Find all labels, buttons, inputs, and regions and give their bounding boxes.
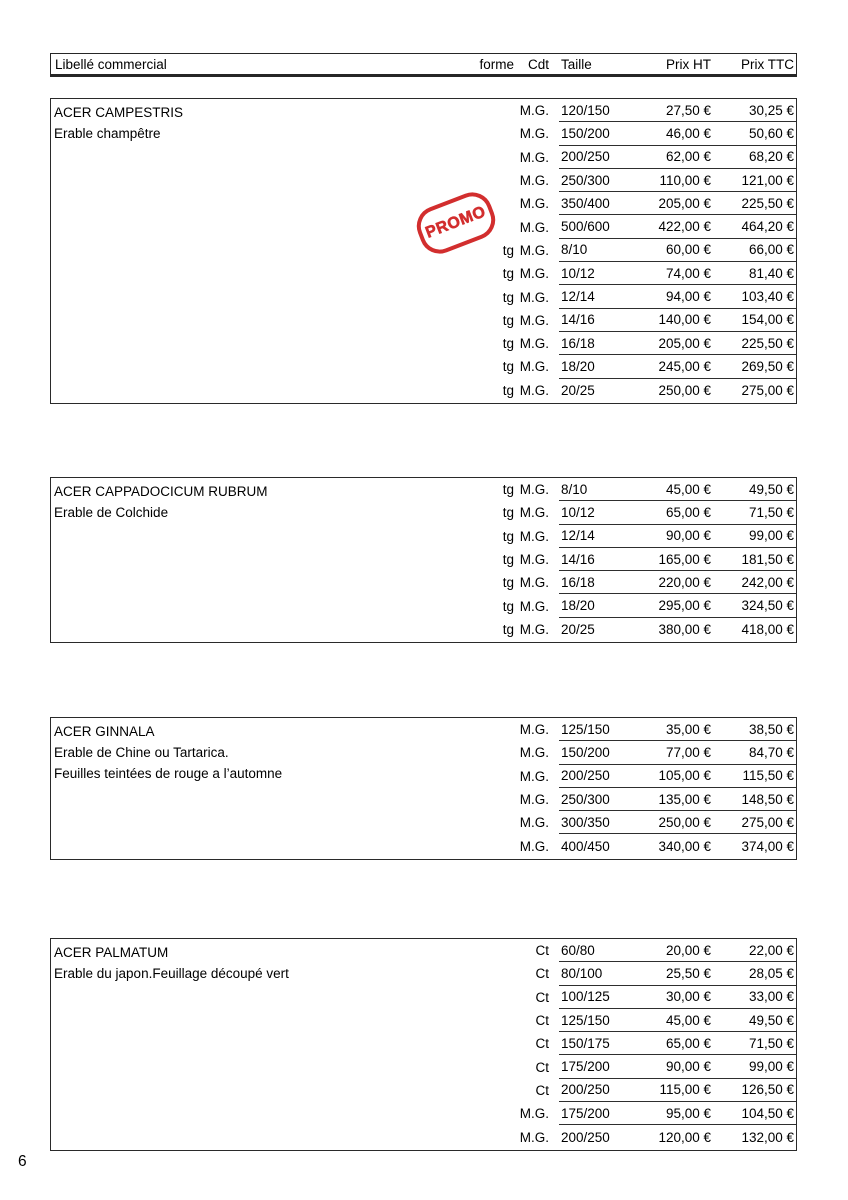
price-row bbox=[51, 962, 796, 985]
cdt-cell: M.G. bbox=[519, 196, 549, 212]
cdt-cell: Ct bbox=[535, 943, 549, 959]
prix-ht-cell: 422,00 € bbox=[658, 219, 711, 235]
prix-ht-cell: 380,00 € bbox=[658, 621, 711, 637]
taille-cell: 200/250 bbox=[561, 1129, 610, 1145]
row-detail bbox=[559, 332, 796, 355]
taille-cell: 100/125 bbox=[561, 989, 610, 1005]
product-name: ACER CAPPADOCICUM RUBRUM bbox=[54, 484, 268, 499]
prix-ttc-cell: 71,50 € bbox=[748, 504, 794, 520]
forme-cell: tg bbox=[502, 382, 514, 398]
prix-ttc-cell: 181,50 € bbox=[741, 551, 794, 567]
cdt-cell: M.G. bbox=[519, 722, 549, 738]
row-detail bbox=[559, 618, 796, 641]
description-line: Erable de Colchide bbox=[54, 505, 169, 520]
prix-ttc-cell: 30,25 € bbox=[748, 102, 794, 118]
cdt-cell: Ct bbox=[535, 966, 549, 982]
price-row bbox=[51, 285, 796, 308]
cdt-cell: M.G. bbox=[519, 505, 549, 521]
taille-cell: 250/300 bbox=[561, 791, 610, 807]
prix-ht-cell: 62,00 € bbox=[665, 149, 711, 165]
taille-cell: 200/250 bbox=[561, 1082, 610, 1098]
prix-ttc-cell: 418,00 € bbox=[741, 621, 794, 637]
cdt-cell: M.G. bbox=[519, 815, 549, 831]
taille-cell: 175/200 bbox=[561, 1059, 610, 1075]
cdt-cell: M.G. bbox=[519, 242, 549, 258]
cdt-cell: M.G. bbox=[519, 575, 549, 591]
row-detail bbox=[559, 262, 796, 285]
taille-cell: 80/100 bbox=[561, 965, 603, 981]
price-row bbox=[51, 1032, 796, 1055]
row-detail bbox=[559, 986, 796, 1009]
product-section bbox=[50, 477, 797, 643]
row-detail bbox=[559, 571, 796, 594]
promo-stamp-label: PROMO bbox=[423, 203, 489, 242]
price-rows bbox=[51, 478, 796, 641]
cdt-cell: Ct bbox=[535, 1059, 549, 1075]
taille-cell: 500/600 bbox=[561, 219, 610, 235]
prix-ttc-cell: 126,50 € bbox=[741, 1082, 794, 1098]
cdt-cell: M.G. bbox=[519, 103, 549, 119]
header-taille: Taille bbox=[561, 56, 592, 72]
price-row bbox=[51, 718, 796, 741]
cdt-cell: Ct bbox=[535, 1013, 549, 1029]
prix-ht-cell: 25,50 € bbox=[665, 965, 711, 981]
taille-cell: 150/200 bbox=[561, 125, 610, 141]
prix-ht-cell: 45,00 € bbox=[665, 481, 711, 497]
cdt-cell: M.G. bbox=[519, 266, 549, 282]
prix-ttc-cell: 99,00 € bbox=[748, 1059, 794, 1075]
row-detail bbox=[559, 285, 796, 308]
row-detail bbox=[559, 765, 796, 788]
row-detail bbox=[559, 239, 796, 262]
taille-cell: 350/400 bbox=[561, 195, 610, 211]
cdt-cell: M.G. bbox=[519, 482, 549, 498]
prix-ht-cell: 35,00 € bbox=[665, 721, 711, 737]
row-detail bbox=[559, 309, 796, 332]
prix-ttc-cell: 38,50 € bbox=[748, 721, 794, 737]
product-name: ACER CAMPESTRIS bbox=[54, 105, 184, 120]
taille-cell: 14/16 bbox=[561, 312, 595, 328]
prix-ht-cell: 95,00 € bbox=[665, 1105, 711, 1121]
prix-ttc-cell: 154,00 € bbox=[741, 312, 794, 328]
forme-cell: tg bbox=[502, 336, 514, 352]
row-detail bbox=[559, 939, 796, 962]
prix-ht-cell: 340,00 € bbox=[658, 838, 711, 854]
prix-ttc-cell: 269,50 € bbox=[741, 358, 794, 374]
taille-cell: 8/10 bbox=[561, 242, 588, 258]
cdt-cell: M.G. bbox=[519, 838, 549, 854]
price-row bbox=[51, 618, 796, 641]
taille-cell: 14/16 bbox=[561, 551, 595, 567]
taille-cell: 18/20 bbox=[561, 358, 595, 374]
prix-ttc-cell: 104,50 € bbox=[741, 1105, 794, 1121]
price-row bbox=[51, 379, 796, 402]
header-cdt: Cdt bbox=[527, 56, 549, 72]
taille-cell: 12/14 bbox=[561, 289, 595, 305]
prix-ht-cell: 110,00 € bbox=[659, 172, 711, 188]
cdt-cell: M.G. bbox=[519, 621, 549, 637]
prix-ttc-cell: 103,40 € bbox=[741, 289, 794, 305]
prix-ttc-cell: 324,50 € bbox=[741, 598, 794, 614]
prix-ttc-cell: 132,00 € bbox=[741, 1129, 794, 1145]
cdt-cell: M.G. bbox=[519, 289, 549, 305]
prix-ht-cell: 65,00 € bbox=[665, 504, 711, 520]
prix-ttc-cell: 84,70 € bbox=[748, 744, 794, 760]
price-row bbox=[51, 1125, 796, 1148]
row-detail bbox=[559, 122, 796, 145]
row-detail bbox=[559, 501, 796, 524]
prix-ttc-cell: 66,00 € bbox=[748, 242, 794, 258]
prix-ht-cell: 77,00 € bbox=[665, 744, 711, 760]
row-detail bbox=[559, 962, 796, 985]
prix-ttc-cell: 68,20 € bbox=[748, 149, 794, 165]
taille-cell: 150/175 bbox=[561, 1035, 610, 1051]
cdt-cell: Ct bbox=[535, 1082, 549, 1098]
description-line: Erable du japon.Feuillage découpé vert bbox=[54, 966, 289, 981]
row-detail bbox=[559, 811, 796, 834]
prix-ttc-cell: 81,40 € bbox=[748, 265, 794, 281]
cdt-cell: M.G. bbox=[519, 792, 549, 808]
prix-ttc-cell: 50,60 € bbox=[748, 125, 794, 141]
price-row bbox=[51, 765, 796, 788]
cdt-cell: M.G. bbox=[519, 745, 549, 761]
price-row bbox=[51, 309, 796, 332]
price-rows bbox=[51, 939, 796, 1149]
cdt-cell: Ct bbox=[535, 1036, 549, 1052]
taille-cell: 10/12 bbox=[561, 504, 595, 520]
price-row bbox=[51, 99, 796, 122]
row-detail bbox=[559, 718, 796, 741]
description-line: Feuilles teintées de rouge a l’automne bbox=[54, 766, 283, 781]
row-detail bbox=[559, 355, 796, 378]
price-row bbox=[51, 1102, 796, 1125]
product-section bbox=[50, 98, 797, 404]
prix-ht-cell: 220,00 € bbox=[658, 574, 711, 590]
forme-cell: tg bbox=[502, 359, 514, 375]
taille-cell: 120/150 bbox=[561, 102, 610, 118]
row-detail bbox=[559, 525, 796, 548]
cdt-cell: M.G. bbox=[519, 528, 549, 544]
prix-ttc-cell: 225,50 € bbox=[741, 335, 794, 351]
price-row bbox=[51, 332, 796, 355]
prix-ttc-cell: 49,50 € bbox=[748, 1012, 794, 1028]
header-forme: forme bbox=[479, 56, 514, 72]
prix-ttc-cell: 71,50 € bbox=[748, 1035, 794, 1051]
row-detail bbox=[559, 1032, 796, 1055]
row-detail bbox=[559, 478, 796, 501]
price-row bbox=[51, 478, 796, 501]
cdt-cell: M.G. bbox=[519, 126, 549, 142]
forme-cell: tg bbox=[502, 312, 514, 328]
forme-cell: tg bbox=[502, 528, 514, 544]
prix-ttc-cell: 225,50 € bbox=[741, 195, 794, 211]
prix-ht-cell: 45,00 € bbox=[665, 1012, 711, 1028]
price-row bbox=[51, 501, 796, 524]
row-detail bbox=[559, 834, 796, 857]
forme-cell: tg bbox=[502, 505, 514, 521]
prix-ht-cell: 30,00 € bbox=[665, 989, 711, 1005]
taille-cell: 10/12 bbox=[561, 265, 595, 281]
taille-cell: 12/14 bbox=[561, 528, 595, 544]
price-row bbox=[51, 1055, 796, 1078]
cdt-cell: M.G. bbox=[519, 173, 549, 189]
taille-cell: 20/25 bbox=[561, 621, 595, 637]
cdt-cell: Ct bbox=[535, 989, 549, 1005]
taille-cell: 125/150 bbox=[561, 1012, 610, 1028]
taille-cell: 400/450 bbox=[561, 838, 610, 854]
forme-cell: tg bbox=[502, 552, 514, 568]
forme-cell: tg bbox=[502, 482, 514, 498]
row-detail bbox=[559, 594, 796, 617]
row-detail bbox=[559, 1009, 796, 1032]
price-row bbox=[51, 122, 796, 145]
row-detail bbox=[559, 1079, 796, 1102]
row-detail bbox=[559, 548, 796, 571]
row-detail bbox=[559, 788, 796, 811]
product-name: ACER GINNALA bbox=[54, 724, 155, 739]
taille-cell: 200/250 bbox=[561, 149, 610, 165]
row-detail bbox=[559, 741, 796, 764]
prix-ht-cell: 46,00 € bbox=[665, 125, 711, 141]
cdt-cell: M.G. bbox=[519, 1129, 549, 1145]
header-right-columns bbox=[559, 54, 796, 74]
taille-cell: 200/250 bbox=[561, 768, 610, 784]
header-libelle: Libellé commercial bbox=[55, 56, 167, 72]
taille-cell: 175/200 bbox=[561, 1105, 610, 1121]
row-detail bbox=[559, 1055, 796, 1078]
price-row bbox=[51, 811, 796, 834]
prix-ht-cell: 74,00 € bbox=[665, 265, 711, 281]
header-prix-ht: Prix HT bbox=[666, 56, 711, 72]
forme-cell: tg bbox=[502, 621, 514, 637]
prix-ttc-cell: 99,00 € bbox=[748, 528, 794, 544]
prix-ht-cell: 245,00 € bbox=[658, 358, 711, 374]
prix-ht-cell: 140,00 € bbox=[658, 312, 711, 328]
price-row bbox=[51, 1009, 796, 1032]
taille-cell: 8/10 bbox=[561, 481, 588, 497]
cdt-cell: M.G. bbox=[519, 552, 549, 568]
prix-ht-cell: 295,00 € bbox=[658, 598, 711, 614]
price-row bbox=[51, 262, 796, 285]
taille-cell: 16/18 bbox=[561, 335, 595, 351]
prix-ht-cell: 120,00 € bbox=[658, 1129, 711, 1145]
taille-cell: 60/80 bbox=[561, 942, 595, 958]
prix-ht-cell: 165,00 € bbox=[658, 551, 711, 567]
price-row bbox=[51, 548, 796, 571]
prix-ht-cell: 250,00 € bbox=[658, 814, 711, 830]
row-detail bbox=[559, 146, 796, 169]
price-rows bbox=[51, 718, 796, 858]
row-detail bbox=[559, 192, 796, 215]
prix-ht-cell: 205,00 € bbox=[658, 195, 711, 211]
cdt-cell: M.G. bbox=[519, 768, 549, 784]
price-row bbox=[51, 571, 796, 594]
forme-cell: tg bbox=[502, 242, 514, 258]
prix-ttc-cell: 374,00 € bbox=[741, 838, 794, 854]
prix-ttc-cell: 275,00 € bbox=[741, 382, 794, 398]
prix-ht-cell: 250,00 € bbox=[658, 382, 711, 398]
price-row bbox=[51, 355, 796, 378]
price-row bbox=[51, 834, 796, 857]
description-line: Erable champêtre bbox=[54, 126, 161, 141]
price-row bbox=[51, 939, 796, 962]
cdt-cell: M.G. bbox=[519, 149, 549, 165]
prix-ht-cell: 27,50 € bbox=[665, 102, 711, 118]
header-prix-ttc: Prix TTC bbox=[741, 56, 794, 72]
prix-ht-cell: 60,00 € bbox=[665, 242, 711, 258]
price-row bbox=[51, 146, 796, 169]
prix-ttc-cell: 28,05 € bbox=[748, 965, 794, 981]
page-number: 6 bbox=[18, 1153, 27, 1170]
prix-ttc-cell: 121,00 € bbox=[741, 172, 794, 188]
row-detail bbox=[559, 99, 796, 122]
taille-cell: 125/150 bbox=[561, 721, 610, 737]
prix-ttc-cell: 33,00 € bbox=[748, 989, 794, 1005]
taille-cell: 16/18 bbox=[561, 574, 595, 590]
row-detail bbox=[559, 215, 796, 238]
prix-ht-cell: 94,00 € bbox=[665, 289, 711, 305]
taille-cell: 18/20 bbox=[561, 598, 595, 614]
prix-ttc-cell: 22,00 € bbox=[748, 942, 794, 958]
cdt-cell: M.G. bbox=[519, 219, 549, 235]
price-row bbox=[51, 986, 796, 1009]
prix-ht-cell: 90,00 € bbox=[665, 528, 711, 544]
prix-ttc-cell: 275,00 € bbox=[741, 814, 794, 830]
product-section bbox=[50, 717, 797, 860]
prix-ht-cell: 105,00 € bbox=[658, 768, 711, 784]
cdt-cell: M.G. bbox=[519, 598, 549, 614]
price-row bbox=[51, 169, 796, 192]
prix-ttc-cell: 464,20 € bbox=[741, 219, 794, 235]
price-row bbox=[51, 741, 796, 764]
taille-cell: 300/350 bbox=[561, 814, 610, 830]
price-row bbox=[51, 525, 796, 548]
description-line: Erable de Chine ou Tartarica. bbox=[54, 745, 229, 760]
prix-ht-cell: 205,00 € bbox=[658, 335, 711, 351]
prix-ht-cell: 65,00 € bbox=[665, 1035, 711, 1051]
row-detail bbox=[559, 1102, 796, 1125]
forme-cell: tg bbox=[502, 598, 514, 614]
forme-cell: tg bbox=[502, 289, 514, 305]
cdt-cell: M.G. bbox=[519, 312, 549, 328]
product-section bbox=[50, 938, 797, 1151]
table-header bbox=[50, 53, 797, 77]
row-detail bbox=[559, 1125, 796, 1148]
cdt-cell: M.G. bbox=[519, 382, 549, 398]
row-detail bbox=[559, 379, 796, 402]
taille-cell: 150/200 bbox=[561, 744, 610, 760]
price-rows bbox=[51, 99, 796, 402]
row-detail bbox=[559, 169, 796, 192]
prix-ttc-cell: 115,50 € bbox=[742, 768, 794, 784]
prix-ttc-cell: 148,50 € bbox=[741, 791, 794, 807]
product-name: ACER PALMATUM bbox=[54, 945, 169, 960]
prix-ht-cell: 135,00 € bbox=[658, 791, 711, 807]
forme-cell: tg bbox=[502, 575, 514, 591]
price-row bbox=[51, 594, 796, 617]
prix-ttc-cell: 242,00 € bbox=[741, 574, 794, 590]
prix-ht-cell: 20,00 € bbox=[665, 942, 711, 958]
taille-cell: 20/25 bbox=[561, 382, 595, 398]
taille-cell: 250/300 bbox=[561, 172, 610, 188]
cdt-cell: M.G. bbox=[519, 359, 549, 375]
forme-cell: tg bbox=[502, 266, 514, 282]
price-row bbox=[51, 788, 796, 811]
prix-ht-cell: 90,00 € bbox=[665, 1059, 711, 1075]
cdt-cell: M.G. bbox=[519, 336, 549, 352]
prix-ht-cell: 115,00 € bbox=[659, 1082, 711, 1098]
prix-ttc-cell: 49,50 € bbox=[748, 481, 794, 497]
price-row bbox=[51, 1079, 796, 1102]
cdt-cell: M.G. bbox=[519, 1106, 549, 1122]
